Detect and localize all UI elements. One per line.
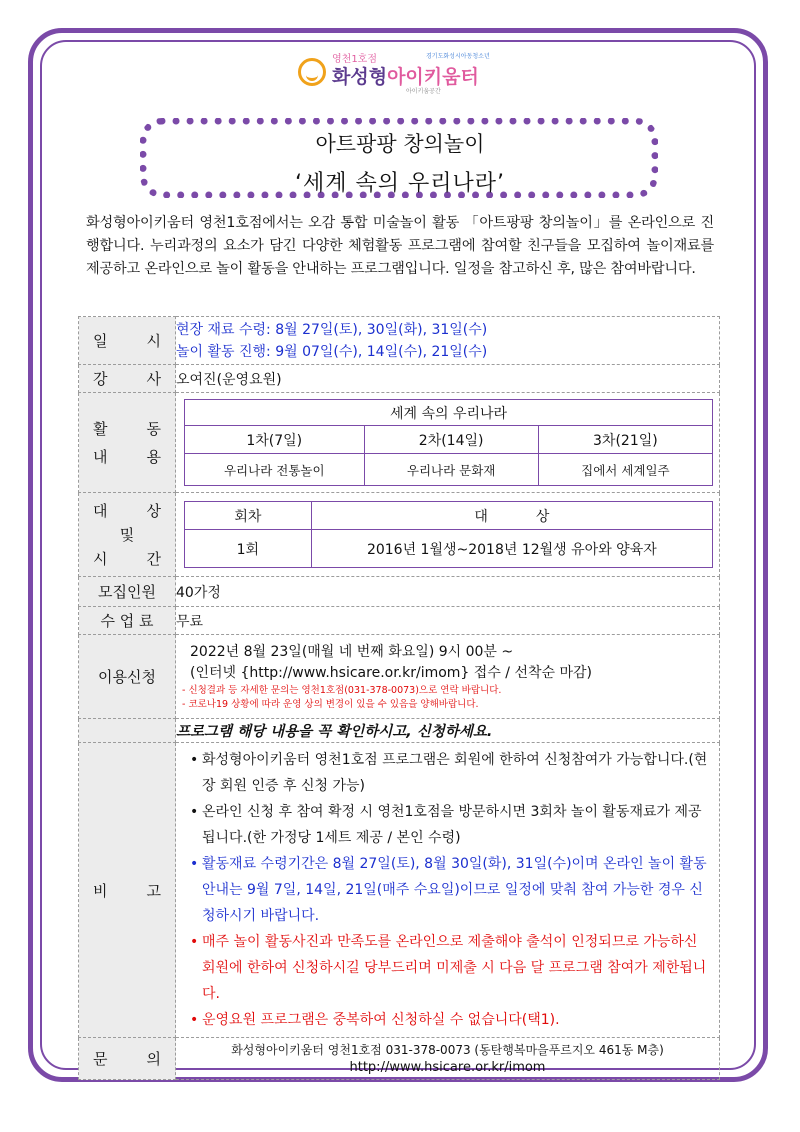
remark-1: • 화성형아이키움터 영천1호점 프로그램은 회원에 한하여 신청참여가 가능합니다.(현장 회원 인증 후 신청 가능) — [190, 747, 709, 799]
contact-url[interactable]: http://www.hsicare.or.kr/imom — [349, 1059, 546, 1075]
contact-line-1: 화성형아이키움터 영천1호점 031-378-0073 (동탄행복마을푸르지오 461동 M층) — [231, 1042, 664, 1057]
emphasis-spacer — [79, 719, 176, 743]
contact-value — [176, 1038, 720, 1080]
title-line-2: ‘세계 속의 우리나라’ — [295, 171, 505, 196]
logo-name-a: 화성형 — [332, 66, 388, 88]
recruit-row — [79, 577, 720, 607]
apply-label: 이용신청 — [79, 635, 176, 719]
logo-small-brand: 경기도화성시아동청소년 — [426, 53, 490, 60]
session-1-content: 우리나라 전통놀이 — [185, 454, 365, 486]
activity-subtable — [184, 399, 713, 486]
schedule-line-2: 놀이 활동 진행: 9월 07일(수), 14일(수), 21일(수) — [176, 343, 488, 360]
apply-note-2: - 코로나19 상황에 따라 운영 상의 변경이 있을 수 있음을 양해바랍니다. — [182, 698, 479, 710]
target-label: 대 상 및 시 간 — [79, 493, 176, 577]
apply-line-1: 2022년 8월 23일(매월 네 번째 화요일) 9시 00분 ~ — [190, 643, 514, 660]
logo-name-c: 키움터 — [423, 66, 479, 88]
activity-label: 활 동 내 용 — [79, 393, 176, 493]
title-line-1: 아트팡팡 창의놀이 — [315, 132, 485, 156]
schedule-row — [79, 317, 720, 365]
remarks-list — [176, 743, 719, 1037]
activity-theme: 세계 속의 우리나라 — [185, 400, 713, 426]
fee-row — [79, 607, 720, 635]
schedule-value — [176, 317, 720, 365]
remarks-label: 비 고 — [79, 743, 176, 1038]
target-value — [176, 493, 720, 577]
target-desc: 2016년 1월생~2018년 12월생 유아와 양육자 — [311, 530, 712, 568]
logo-tag: 아이키움공간 — [406, 88, 441, 95]
target-round: 1회 — [185, 530, 312, 568]
remark-5: • 운영요원 프로그램은 중복하여 신청하실 수 없습니다(택1). — [190, 1007, 709, 1033]
session-2-title: 2차(14일) — [364, 426, 538, 454]
remark-3: • 활동재료 수령기간은 8월 27일(토), 8월 30일(화), 31일(수)이며 온라인 놀이 활동 안내는 9월 7일, 14일, 21일(매주 수요일)이므로 일정에 맞춰 참여 가능한 경우 신청하시기 바랍니다. — [190, 851, 709, 929]
remark-4: • 매주 놀이 활동사진과 만족도를 온라인으로 제출해야 출석이 인정되므로 가능하신 회원에 한하여 신청하시길 당부드리며 미제출 시 다음 달 프로그램 참여가 제한됩니다. — [190, 929, 709, 1007]
session-3-title: 3차(21일) — [538, 426, 712, 454]
fee-value: 무료 — [176, 607, 720, 635]
intro-paragraph: 화성형아이키움터 영천1호점에서는 오감 통합 미술놀이 활동 「아트팡팡 창의놀이」를 온라인으로 진행합니다. 누리과정의 요소가 담긴 다양한 체험활동 프로그램에 참여할 친구들을 모집하여 놀이재료를 제공하고 온라인으로 놀이 활동을 안내하는 프로그램입니다. 일정을 참고하신 후, 많은 참여바랍니다. — [86, 215, 714, 277]
apply-row — [79, 635, 720, 719]
target-col-round: 회차 — [185, 502, 312, 530]
recruit-value: 40가정 — [176, 577, 720, 607]
logo — [296, 46, 536, 106]
target-subtable — [184, 501, 713, 568]
instructor-row — [79, 365, 720, 393]
target-row — [79, 493, 720, 577]
logo-name-b: 아이 — [387, 66, 424, 88]
session-1-title: 1차(7일) — [185, 426, 365, 454]
remark-2: • 온라인 신청 후 참여 확정 시 영천1호점을 방문하시면 3회차 놀이 활동재료가 제공됩니다.(한 가정당 1세트 제공 / 본인 수령) — [190, 799, 709, 851]
logo-name — [332, 62, 479, 89]
smile-logo-icon — [298, 58, 326, 86]
emphasis-row — [79, 719, 720, 743]
logo-branch: 영천1호점 — [332, 54, 378, 65]
apply-note-1: - 신청결과 등 자세한 문의는 영천1호점(031-378-0073)으로 연락 바랍니다. — [182, 684, 502, 696]
contact-label: 문 의 — [79, 1038, 176, 1080]
target-col-desc: 대 상 — [311, 502, 712, 530]
info-table — [78, 316, 720, 1080]
activity-row — [79, 393, 720, 493]
activity-value — [176, 393, 720, 493]
contact-row — [79, 1038, 720, 1080]
session-2-content: 우리나라 문화재 — [364, 454, 538, 486]
recruit-label: 모집인원 — [79, 577, 176, 607]
apply-line-2: (인터넷 {http://www.hsicare.or.kr/imom} 접수 / 선착순 마감) — [190, 664, 592, 681]
apply-emphasis: 프로그램 해당 내용을 꼭 확인하시고, 신청하세요. — [176, 719, 720, 743]
schedule-line-1: 현장 재료 수령: 8월 27일(토), 30일(화), 31일(수) — [176, 321, 488, 338]
apply-value — [176, 635, 720, 719]
fee-label: 수 업 료 — [79, 607, 176, 635]
instructor-value: 오여진(운영요원) — [176, 365, 720, 393]
remarks-row — [79, 743, 720, 1038]
session-3-content: 집에서 세계일주 — [538, 454, 712, 486]
instructor-label: 강 사 — [79, 365, 176, 393]
schedule-label: 일 시 — [79, 317, 176, 365]
remarks-value — [176, 743, 720, 1038]
